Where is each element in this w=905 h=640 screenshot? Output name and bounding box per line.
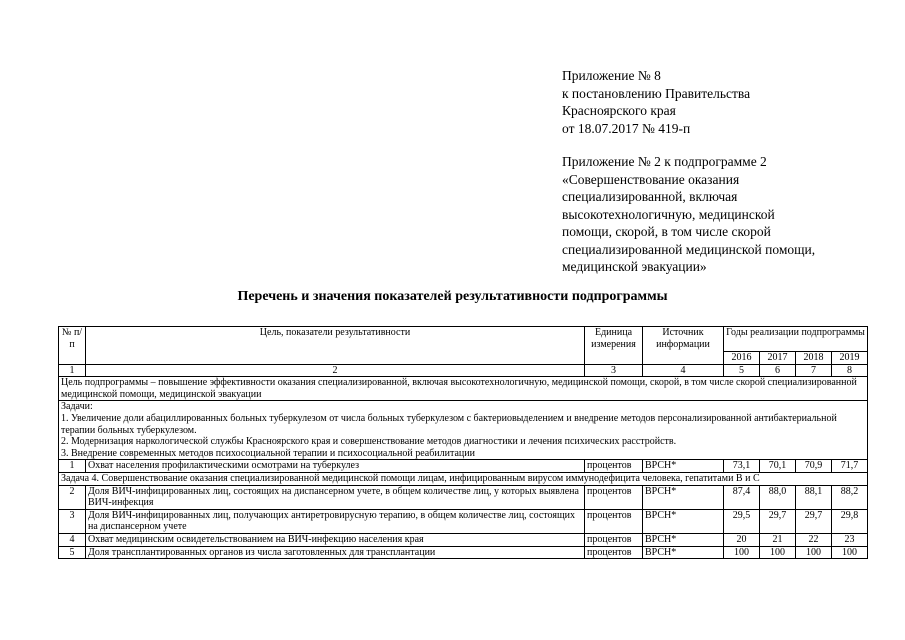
header-year: 2018 xyxy=(796,352,832,365)
appendix-line: «Совершенствование оказания xyxy=(562,171,740,187)
appendix-2-block xyxy=(562,153,815,276)
header-row xyxy=(59,327,868,352)
appendix-line: специализированной, включая xyxy=(562,189,738,204)
appendix-line: Приложение № 8 xyxy=(562,68,661,83)
header-year: 2017 xyxy=(760,352,796,365)
row-source: ВРСН* xyxy=(643,533,724,546)
task4-row xyxy=(59,472,868,485)
header-year: 2016 xyxy=(724,352,760,365)
appendix-line: Красноярского края xyxy=(562,103,676,118)
row-value-2017: 88,0 xyxy=(760,485,796,509)
table-row xyxy=(59,546,868,559)
column-number: 8 xyxy=(832,364,868,377)
row-value-2019: 71,7 xyxy=(832,460,868,473)
row-value-2017: 70,1 xyxy=(760,460,796,473)
goal-text: Цель подпрограммы – повышение эффективности оказания специализированной, включая высокотехнологичную, медицинской помощи, скорой, в том числе скорой специализированной медицинской помощи, медицинской эвакуации xyxy=(59,377,868,401)
table-row xyxy=(59,533,868,546)
column-number: 5 xyxy=(724,364,760,377)
header-source: Источник информации xyxy=(643,327,724,365)
row-value-2016: 100 xyxy=(724,546,760,559)
table-row xyxy=(59,509,868,533)
row-number: 1 xyxy=(59,460,86,473)
appendix-line: от 18.07.2017 № 419-п xyxy=(562,120,691,136)
row-number: 2 xyxy=(59,485,86,509)
row-unit: процентов xyxy=(585,485,643,509)
row-number: 4 xyxy=(59,533,86,546)
row-name: Охват медицинским освидетельствованием на ВИЧ-инфекцию населения края xyxy=(86,533,585,546)
header-years-group: Годы реализации подпрограммы xyxy=(724,327,868,352)
column-number-row xyxy=(59,364,868,377)
row-value-2016: 29,5 xyxy=(724,509,760,533)
row-name: Доля ВИЧ-инфицированных лиц, состоящих на диспансерном учете, в общем количестве лиц, у которых выявлена ВИЧ-инфекция xyxy=(86,485,585,509)
column-number: 4 xyxy=(643,364,724,377)
appendix-line: медицинской эвакуации» xyxy=(562,259,707,274)
column-number: 3 xyxy=(585,364,643,377)
column-number: 2 xyxy=(86,364,585,377)
row-name: Доля трансплантированных органов из числа заготовленных для трансплантации xyxy=(86,546,585,559)
row-value-2018: 100 xyxy=(796,546,832,559)
row-source: ВРСН* xyxy=(643,460,724,473)
row-value-2019: 23 xyxy=(832,533,868,546)
header-year: 2019 xyxy=(832,352,868,365)
goal-row xyxy=(59,377,868,401)
row-source: ВРСН* xyxy=(643,509,724,533)
row-value-2016: 73,1 xyxy=(724,460,760,473)
task-item: 3. Внедрение современных методов психосоциальной терапии и психосоциальной реабилитации xyxy=(61,447,475,459)
tasks-heading: Задачи: xyxy=(61,401,93,413)
row-unit: процентов xyxy=(585,546,643,559)
task4-text: Задача 4. Совершенствование оказания специализированной медицинской помощи лицам, инфицированным вирусом иммунодефицита человека, гепатитами В и С xyxy=(59,472,868,485)
row-value-2017: 29,7 xyxy=(760,509,796,533)
row-value-2018: 22 xyxy=(796,533,832,546)
indicators-table xyxy=(58,326,868,559)
column-number: 1 xyxy=(59,364,86,377)
header-unit: Единица измерения xyxy=(585,327,643,365)
row-name: Доля ВИЧ-инфицированных лиц, получающих антиретровирусную терапию, в общем количестве лиц, состоящих на диспансерном учете xyxy=(86,509,585,533)
column-number: 6 xyxy=(760,364,796,377)
row-unit: процентов xyxy=(585,509,643,533)
appendix-line: высокотехнологичную, медицинской xyxy=(562,206,775,222)
row-value-2017: 21 xyxy=(760,533,796,546)
appendix-line: Приложение № 2 к подпрограмме 2 xyxy=(562,154,767,169)
table-row xyxy=(59,485,868,509)
row-value-2018: 88,1 xyxy=(796,485,832,509)
row-number: 5 xyxy=(59,546,86,559)
column-number: 7 xyxy=(796,364,832,377)
page-title: Перечень и значения показателей результативности подпрограммы xyxy=(237,289,668,304)
row-value-2017: 100 xyxy=(760,546,796,559)
row-value-2019: 29,8 xyxy=(832,509,868,533)
tasks-row xyxy=(59,401,868,460)
row-value-2016: 20 xyxy=(724,533,760,546)
row-value-2018: 29,7 xyxy=(796,509,832,533)
row-value-2019: 100 xyxy=(832,546,868,559)
appendix-line: к постановлению Правительства xyxy=(562,85,751,101)
appendix-line: специализированной медицинской помощи, xyxy=(562,241,816,257)
row-source: ВРСН* xyxy=(643,485,724,509)
row-unit: процентов xyxy=(585,533,643,546)
appendix-8-block xyxy=(562,67,750,137)
task-item: 1. Увеличение доли абациллированных больных туберкулезом от числа больных туберкулезом с бактериовыделением и внедрение методов персонализированной антибактериальной терапии больных туберкулезом. xyxy=(61,412,837,436)
header-no: № п/п xyxy=(59,327,86,365)
row-value-2018: 70,9 xyxy=(796,460,832,473)
row-number: 3 xyxy=(59,509,86,533)
row-value-2019: 88,2 xyxy=(832,485,868,509)
task-item: 2. Модернизация наркологической службы Красноярского края и совершенствование методов диагностики и лечения психических расстройств. xyxy=(61,436,677,448)
row-name: Охват населения профилактическими осмотрами на туберкулез xyxy=(86,460,585,473)
table-row xyxy=(59,460,868,473)
header-goal: Цель, показатели результативности xyxy=(86,327,585,365)
row-value-2016: 87,4 xyxy=(724,485,760,509)
row-unit: процентов xyxy=(585,460,643,473)
appendix-line: помощи, скорой, в том числе скорой xyxy=(562,224,771,239)
tasks-cell xyxy=(59,401,868,460)
row-source: ВРСН* xyxy=(643,546,724,559)
